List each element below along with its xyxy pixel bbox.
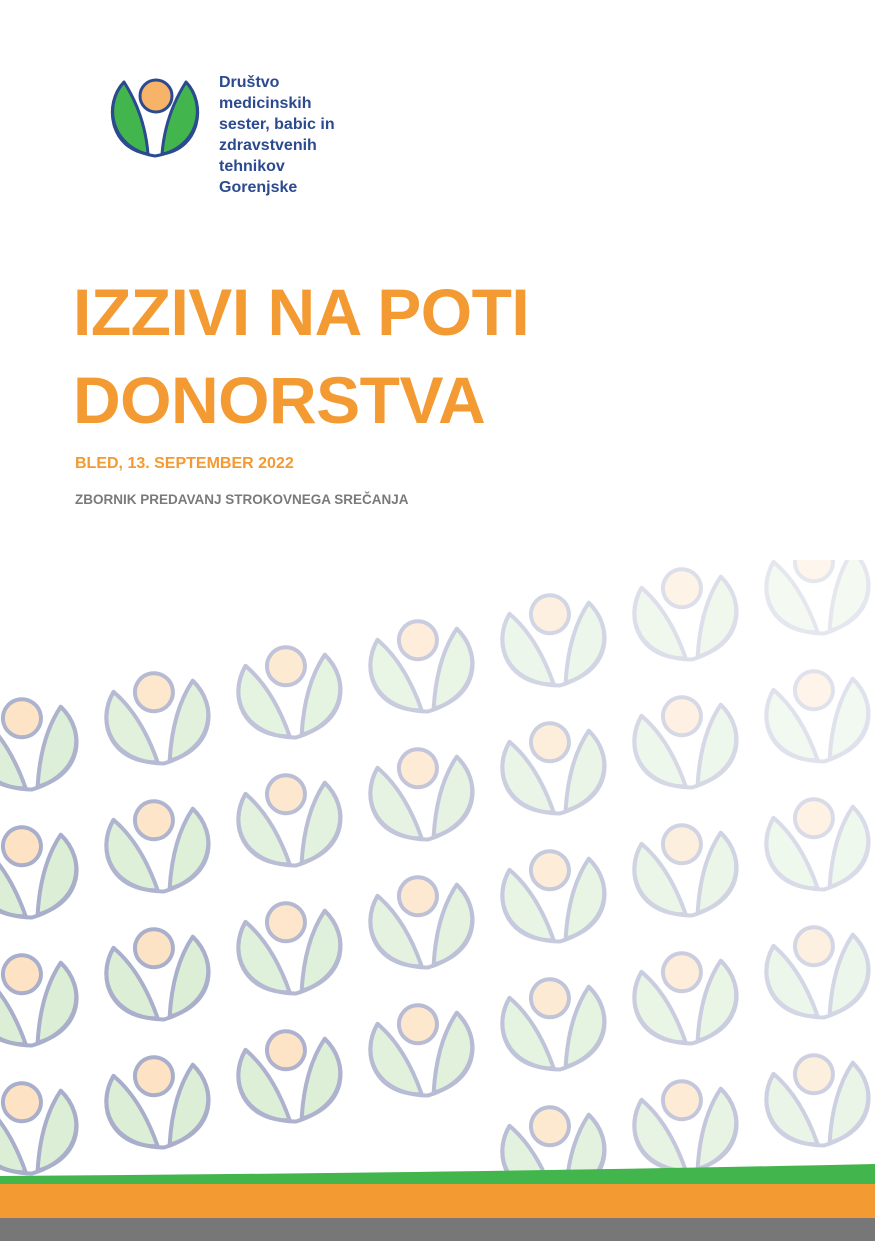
logo-pattern-icon	[0, 948, 83, 1052]
organization-logo-icon	[108, 74, 204, 162]
logo-pattern-icon	[365, 998, 479, 1102]
logo-pattern-icon	[629, 818, 743, 922]
publication-type: ZBORNIK PREDAVANJ STROKOVNEGA SREČANJA	[75, 492, 409, 507]
logo-pattern-icon	[233, 640, 347, 744]
logo-pattern-icon	[233, 1024, 347, 1128]
logo-pattern-icon	[101, 794, 215, 898]
logo-pattern-icon	[497, 972, 611, 1076]
organization-name-line: Društvo	[219, 74, 280, 91]
logo-pattern-icon	[761, 560, 875, 641]
organization-name-line: zdravstvenih	[219, 137, 317, 154]
document-title-line: IZZIVI NA POTI	[73, 275, 530, 349]
logo-pattern-icon	[233, 896, 347, 1000]
logo-pattern-icon	[0, 692, 83, 796]
document-title-line: DONORSTVA	[73, 363, 486, 437]
logo-pattern-icon	[101, 666, 215, 770]
organization-name	[219, 72, 335, 198]
logo-pattern-icon	[629, 690, 743, 794]
footer-gray-band	[0, 1218, 875, 1241]
organization-logo-block	[108, 72, 368, 202]
logo-pattern-icon	[761, 920, 875, 1024]
logo-pattern-icon	[629, 562, 743, 666]
logo-pattern-icon	[365, 870, 479, 974]
organization-name-line: Gorenjske	[219, 179, 298, 196]
logo-pattern-icon	[497, 844, 611, 948]
footer-orange-band	[0, 1184, 875, 1218]
logo-pattern-icon	[629, 946, 743, 1050]
logo-pattern-icon	[365, 614, 479, 718]
event-date: BLED, 13. SEPTEMBER 2022	[75, 455, 294, 472]
organization-name-line: sester, babic in	[219, 116, 335, 133]
document-title	[73, 268, 529, 444]
logo-pattern-icon	[233, 768, 347, 872]
logo-pattern-icon	[761, 1048, 875, 1152]
organization-name-line: tehnikov	[219, 158, 285, 175]
logo-pattern-icon	[101, 922, 215, 1026]
logo-pattern-background	[0, 560, 875, 1200]
logo-pattern-icon	[101, 1050, 215, 1154]
footer-green-band	[0, 1164, 875, 1186]
logo-pattern-icon	[0, 820, 83, 924]
logo-pattern-icon	[365, 742, 479, 846]
organization-name-line: medicinskih	[219, 95, 312, 112]
logo-pattern-icon	[497, 716, 611, 820]
logo-pattern-icon	[761, 792, 875, 896]
logo-pattern-icon	[497, 588, 611, 692]
footer-bands	[0, 1160, 875, 1241]
logo-pattern-icon	[761, 664, 875, 768]
